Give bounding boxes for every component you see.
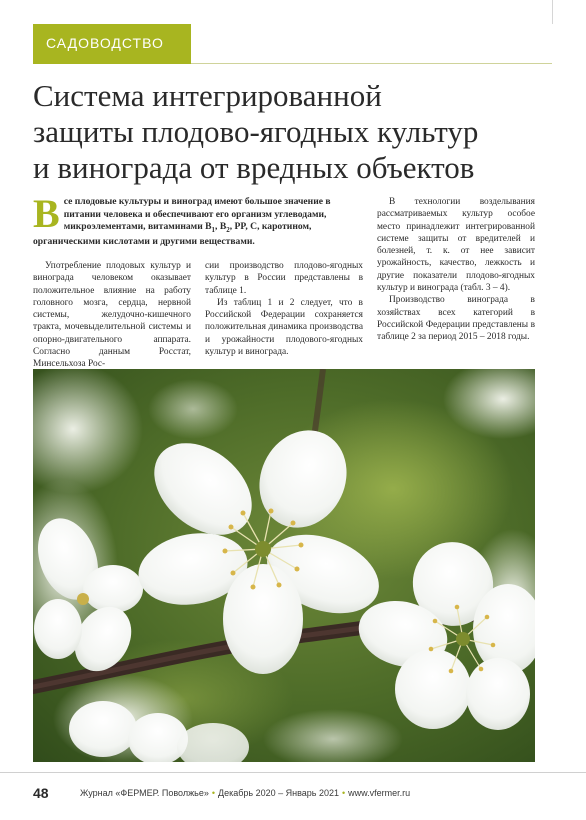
section-tag-label: САДОВОДСТВО	[46, 35, 164, 51]
footer-separator: •	[211, 788, 215, 798]
header-rule	[191, 63, 552, 64]
lead-text-a: се плодовые культуры и виноград имеют большое значение в питании человека и обеспечивают его организм углеводами, микроэлементами, витаминами B	[63, 196, 331, 232]
journal-name: Журнал «ФЕРМЕР. Поволжье»	[80, 788, 209, 798]
article-title	[33, 78, 553, 186]
body-column-1	[33, 260, 191, 371]
body-column-3	[377, 196, 535, 344]
header-vertical-rule	[552, 0, 553, 24]
lead-text-c: , PP, C, каротином, органическими кислотами и другими веществами.	[33, 221, 312, 248]
body-paragraph: Из таблиц 1 и 2 следует, что в Российской Федерации сохраняется положительная динамика производства и урожайности плодового-ягодных культур и винограда.	[205, 297, 363, 358]
lead-text-b: , B	[215, 221, 227, 232]
lead-subscript-2: 2	[226, 225, 230, 234]
title-line-3: и винограда от вредных объектов	[33, 150, 475, 185]
body-paragraph: Употребление плодовых культур и винограда человеком оказывает положительное влияние на работу головного мозга, сердца, нервной системы, желудочно-кишечного тракта, мочевыделительной системы и опорно-двигательного аппарата. Согласно данным Росстат, Минсельхоза Рос-	[33, 261, 191, 370]
footer-rule	[0, 772, 586, 773]
body-paragraph: В технологии возделывания рассматриваемых культур особое место принадлежит интегрированной системе защиты от вредителей и болезней, т. к. от нее зависит урожайность, качество, лежкость и другие показатели плодово-ягодных культур и винограда (табл. 3 – 4).	[377, 197, 535, 294]
section-tag	[33, 24, 191, 64]
website-link[interactable]: www.vfermer.ru	[348, 788, 411, 798]
title-line-1: Система интегрированной	[33, 78, 382, 113]
body-paragraph: сии производство плодово-ягодных культур в России представлены в таблице 1.	[205, 261, 363, 296]
cherry-blossom-photo	[33, 369, 535, 762]
footer-separator: •	[342, 788, 346, 798]
blossom-illustration	[33, 369, 535, 762]
drop-cap: В	[33, 191, 60, 236]
page-number: 48	[33, 785, 49, 801]
body-column-2	[205, 260, 363, 358]
issue-date: Декабрь 2020 – Январь 2021	[218, 788, 339, 798]
title-line-2: защиты плодово-ягодных культур	[33, 114, 479, 149]
article-lead	[33, 191, 361, 249]
lead-subscript-1: 1	[211, 225, 216, 234]
body-paragraph: Производство винограда в хозяйствах всех категорий в Российской Федерации представлены в таблице 2 за период 2015 – 2018 годы.	[377, 295, 535, 343]
footer-info	[80, 788, 410, 798]
